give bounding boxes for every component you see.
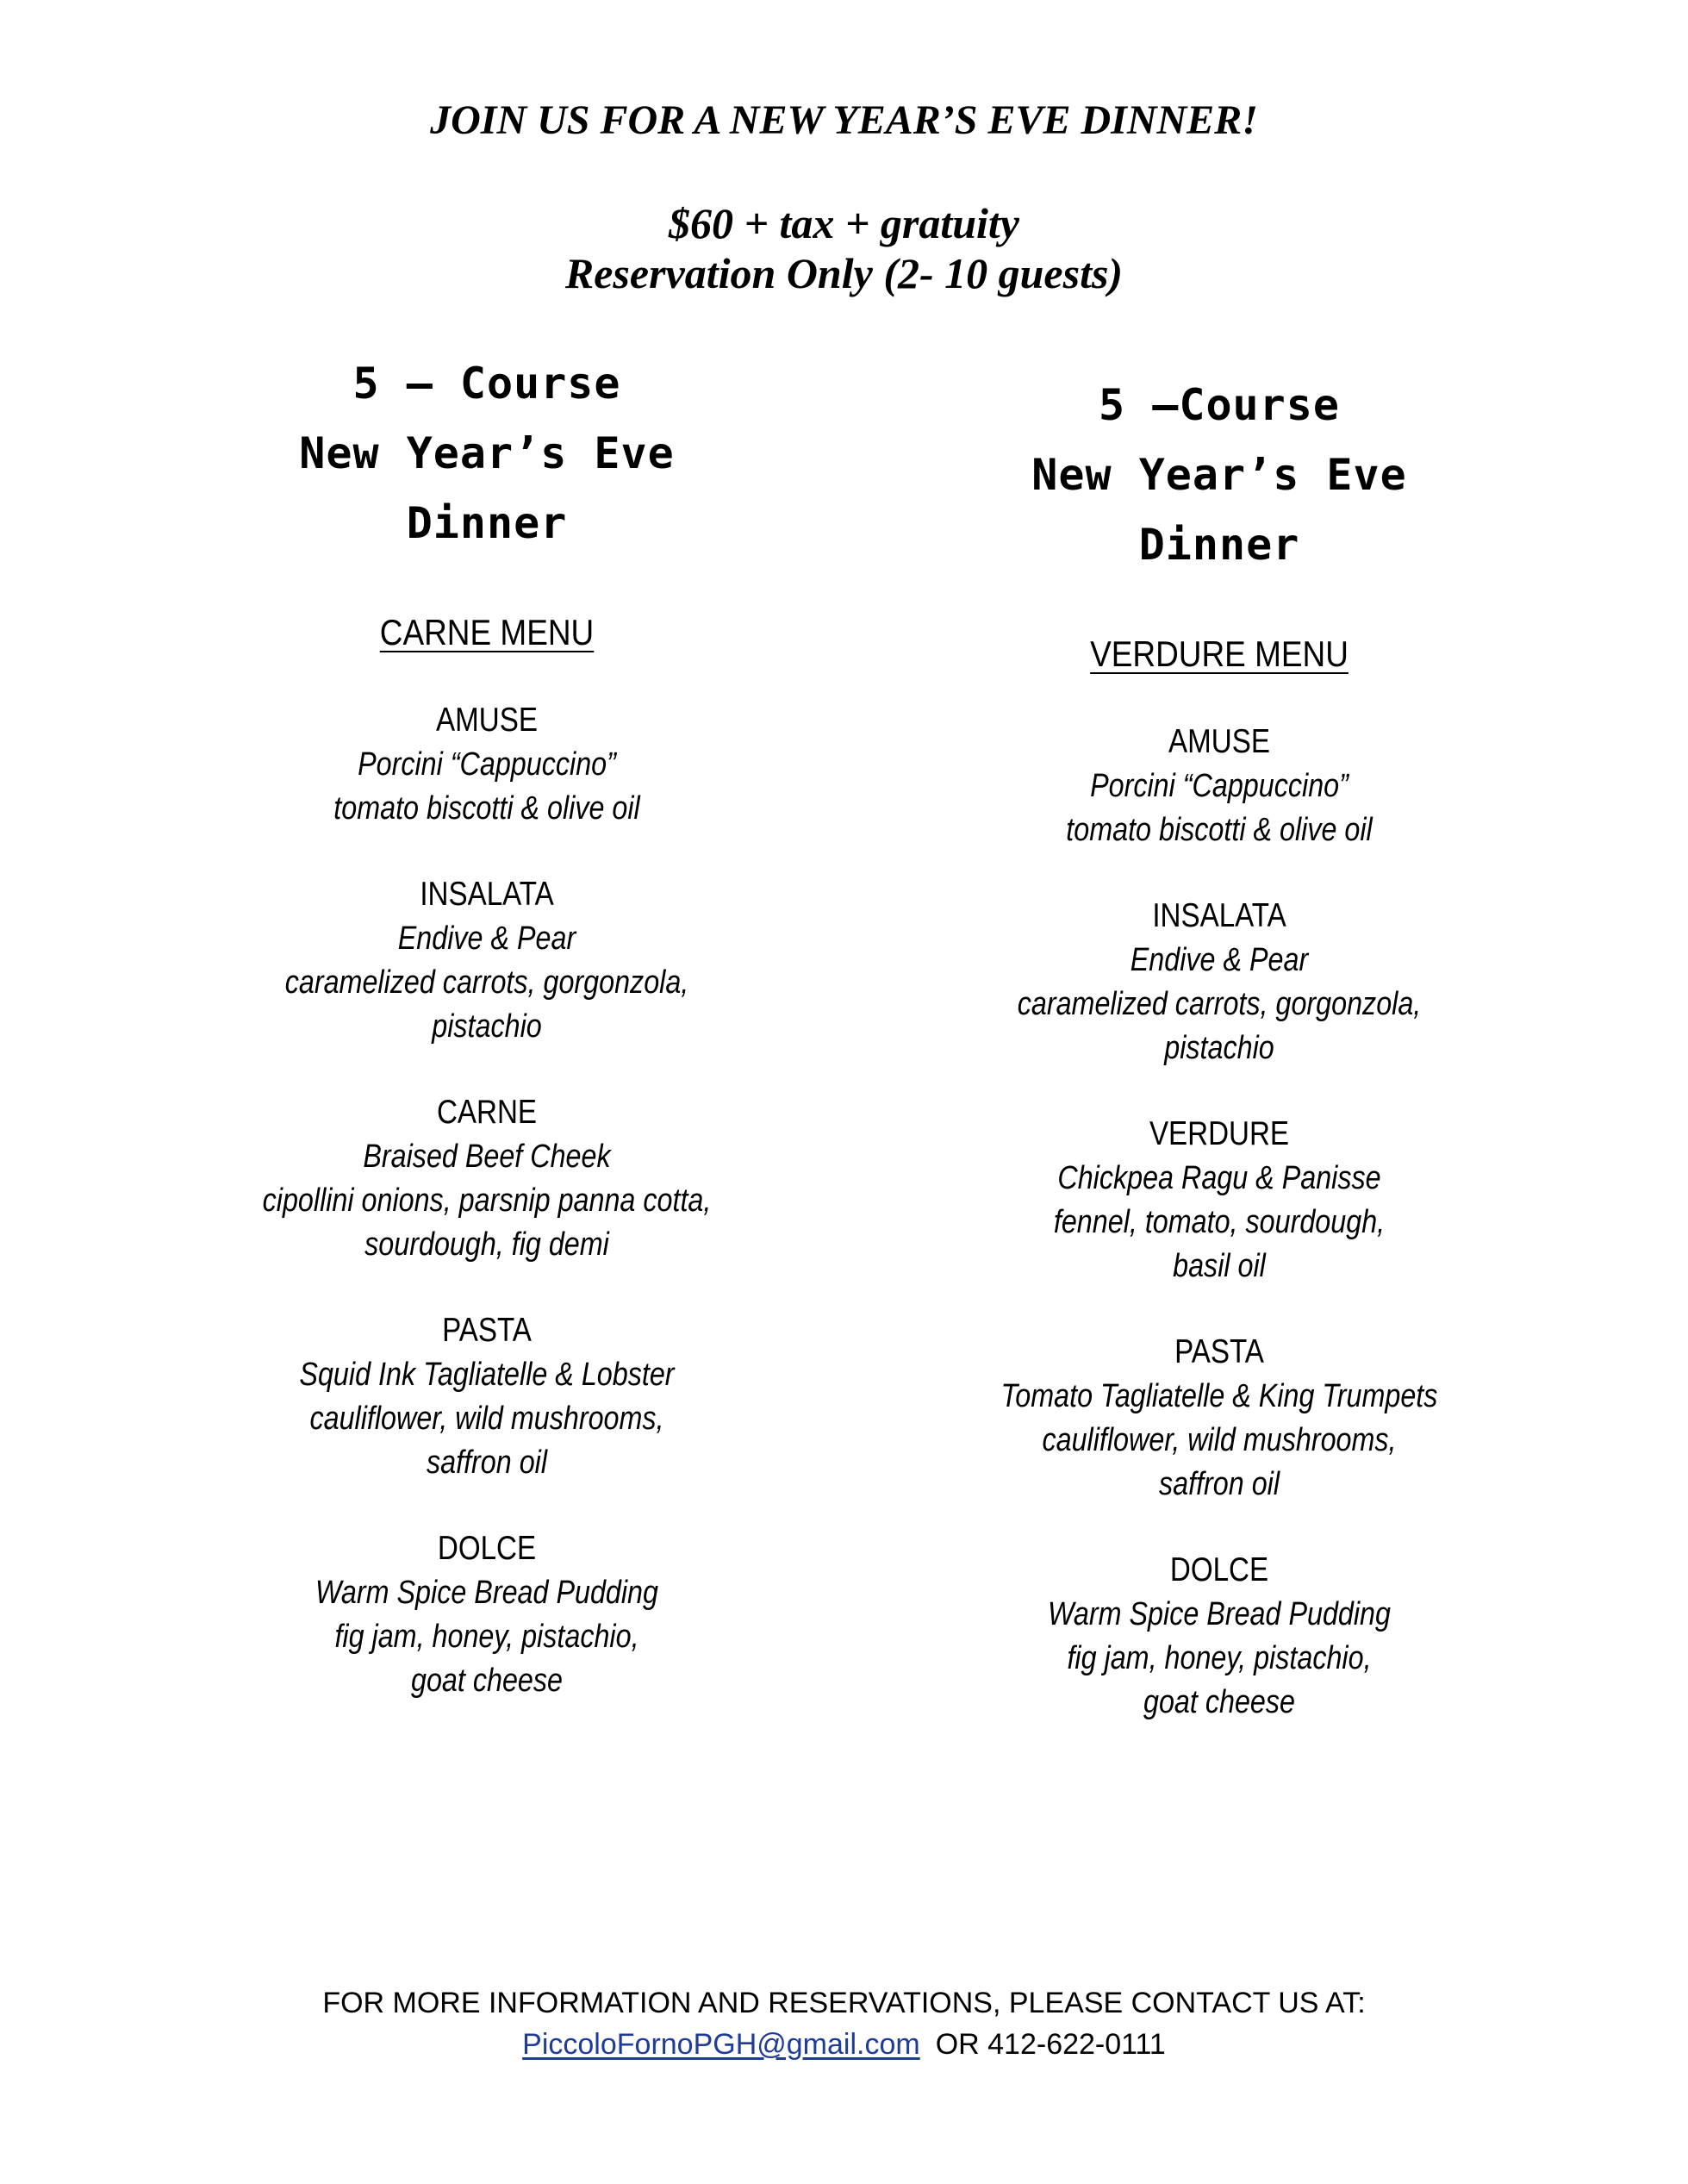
dish-name: Chickpea Ragu & Panisse xyxy=(1057,1160,1381,1196)
course-label: AMUSE xyxy=(436,702,538,739)
phone-text: OR 412-622-0111 xyxy=(935,2028,1166,2061)
reservation-line: Reservation Only (2- 10 guests) xyxy=(564,249,1124,297)
course-heading-line3: Dinner xyxy=(406,498,568,548)
menu-title: VERDURE MENU xyxy=(1090,633,1349,674)
menu-title: CARNE MENU xyxy=(379,612,595,652)
dish-name: Porcini “Cappuccino” xyxy=(1090,768,1349,804)
dish-description: saffron oil xyxy=(1158,1466,1280,1502)
contact-line: FOR MORE INFORMATION AND RESERVATIONS, PLEASE CONTACT US AT: xyxy=(322,1987,1366,2019)
course-label: INSALATA xyxy=(420,876,554,913)
course-label: CARNE xyxy=(436,1094,538,1131)
dish-description: fig jam, honey, pistachio, xyxy=(1067,1640,1372,1676)
dish-description: cipollini onions, parsnip panna cotta, xyxy=(262,1182,712,1219)
dish-description: fennel, tomato, sourdough, xyxy=(1053,1204,1386,1240)
course-heading-line2: New Year’s Eve xyxy=(1031,450,1407,500)
dish-description: sourdough, fig demi xyxy=(364,1226,609,1263)
dish-name: Braised Beef Cheek xyxy=(363,1139,611,1175)
dish-description: saffron oil xyxy=(426,1445,548,1481)
course-carne xyxy=(99,1090,875,1267)
page-title: JOIN US FOR A NEW YEAR’S EVE DINNER! xyxy=(430,97,1258,143)
course-label: DOLCE xyxy=(437,1530,537,1567)
course-insalata xyxy=(832,894,1607,1070)
dish-description: goat cheese xyxy=(410,1663,564,1699)
course-verdure xyxy=(832,1112,1607,1289)
price-line: $60 + tax + gratuity xyxy=(668,199,1019,247)
course-amuse xyxy=(99,698,875,831)
course-label: PASTA xyxy=(442,1312,532,1349)
dish-name: Warm Spice Bread Pudding xyxy=(1048,1596,1391,1632)
course-insalata xyxy=(99,872,875,1049)
course-heading-line1: 5 –Course xyxy=(1099,380,1340,430)
course-dolce xyxy=(832,1548,1607,1725)
dish-name: Porcini “Cappuccino” xyxy=(358,746,616,783)
dish-description: caramelized carrots, gorgonzola, xyxy=(1017,986,1422,1022)
contact-details xyxy=(0,2024,1688,2065)
dish-name: Tomato Tagliatelle & King Trumpets xyxy=(1000,1378,1438,1414)
course-label: VERDURE xyxy=(1149,1115,1290,1152)
dish-description: tomato biscotti & olive oil xyxy=(1066,812,1373,848)
dish-description: basil oil xyxy=(1173,1248,1266,1284)
course-heading-line2: New Year’s Eve xyxy=(299,428,675,478)
dish-description: pistachio xyxy=(432,1008,542,1045)
dish-description: tomato biscotti & olive oil xyxy=(333,790,640,827)
dish-description: goat cheese xyxy=(1143,1684,1296,1720)
course-pasta xyxy=(832,1330,1607,1507)
course-dolce xyxy=(99,1526,875,1703)
course-heading-line1: 5 – Course xyxy=(352,359,621,409)
email-link[interactable]: PiccoloFornoPGH@gmail.com xyxy=(522,2028,920,2061)
dish-description: pistachio xyxy=(1164,1030,1274,1066)
course-heading-line3: Dinner xyxy=(1138,520,1300,570)
dish-name: Warm Spice Bread Pudding xyxy=(315,1575,658,1611)
dish-description: caramelized carrots, gorgonzola, xyxy=(284,964,689,1001)
course-amuse xyxy=(832,720,1607,852)
carne-menu-column xyxy=(99,349,875,1703)
dish-name: Squid Ink Tagliatelle & Lobster xyxy=(299,1357,675,1393)
dish-name: Endive & Pear xyxy=(397,920,576,957)
course-pasta xyxy=(99,1308,875,1485)
dish-description: cauliflower, wild mushrooms, xyxy=(1042,1422,1397,1458)
dish-description: cauliflower, wild mushrooms, xyxy=(309,1401,664,1437)
course-label: DOLCE xyxy=(1169,1551,1269,1588)
verdure-menu-column xyxy=(832,371,1607,1725)
course-label: AMUSE xyxy=(1168,723,1270,760)
dish-description: fig jam, honey, pistachio, xyxy=(334,1619,639,1655)
course-label: INSALATA xyxy=(1152,897,1286,934)
course-label: PASTA xyxy=(1174,1333,1264,1370)
dish-name: Endive & Pear xyxy=(1130,942,1309,978)
